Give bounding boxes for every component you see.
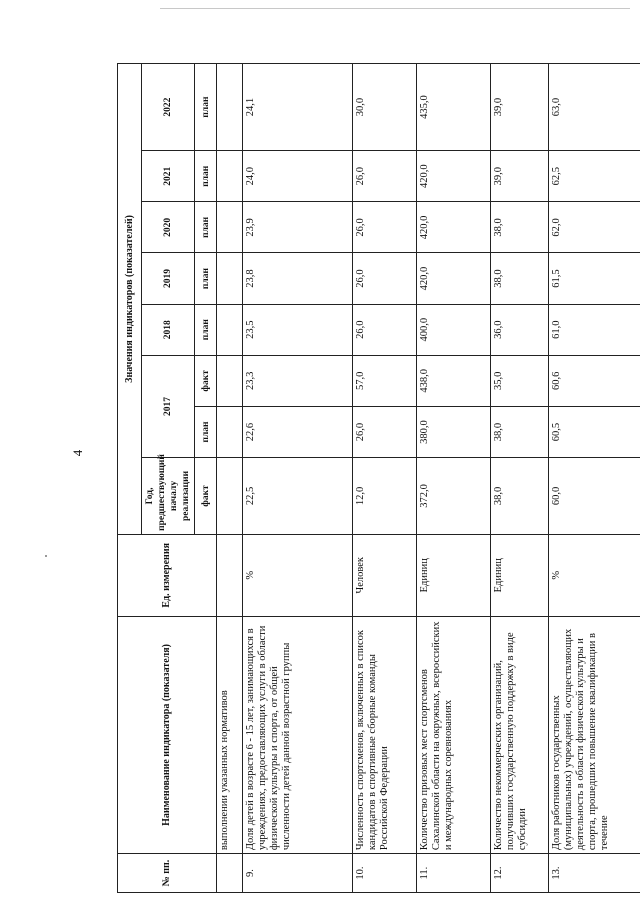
header-plan-2017: план (195, 406, 217, 457)
indicator-table (117, 63, 640, 893)
table-row: 12. Количество некоммерческих организаций, получивших государственную поддержку в виде субсидии Единиц 38,0 38,0 35,0 36,0 38,0 38,0 39,0 39,0 (491, 64, 549, 893)
continuation-text: выполнении указанных нормативов (217, 616, 243, 853)
indicator-name: Численность спортсменов, включенных в список кандидатов в спортивные сборные команды Российской Федерации (352, 616, 416, 853)
table-row: 10. Численность спортсменов, включенных в список кандидатов в спортивные сборные команды Российской Федерации Человек 12,0 26,0 57,0 26,0 26,0 26,0 26,0 30,0 (352, 64, 416, 893)
header-name: Наименование индикатора (показателя) (118, 616, 217, 853)
scan-edge-line (160, 8, 630, 9)
header-plan-2018: план (195, 304, 217, 355)
indicator-name: Количество некоммерческих организаций, получивших государственную поддержку в виде субсидии (491, 616, 549, 853)
header-fact: факт (195, 458, 217, 535)
header-plan-2019: план (195, 253, 217, 304)
header-plan-2022: план (195, 64, 217, 151)
header-2021: 2021 (142, 151, 195, 202)
header-plan-2021: план (195, 151, 217, 202)
indicator-name: Доля детей в возрасте 6 - 15 лет, занимающихся в учреждениях, предоставляющих услуги в области физической культуры и спорта, от общей численности детей данной возрастной группы (242, 616, 352, 853)
table-row: 11. Количество призовых мест спортсменов Сахалинской области на окружных, всероссийских и международных соревнованиях Единиц 372,0 380,0 438,0 400,0 420,0 420,0 420,0 435,0 (416, 64, 490, 893)
header-2017: 2017 (142, 355, 195, 457)
scan-speck (45, 555, 47, 557)
header-values-group: Значения индикаторов (показателей) (118, 64, 142, 535)
indicator-table-rotated (117, 63, 640, 893)
header-2018: 2018 (142, 304, 195, 355)
header-2020: 2020 (142, 202, 195, 253)
header-2022: 2022 (142, 64, 195, 151)
table-row: 9. Доля детей в возрасте 6 - 15 лет, занимающихся в учреждениях, предоставляющих услуги в области физической культуры и спорта, от общей численности детей данной возрастной группы % 22,5 22,6 23,3 23,5 23,8 23,9 24,0 24,1 (242, 64, 352, 893)
header-num: № пп. (118, 854, 217, 893)
header-unit: Ед. измерения (118, 534, 217, 616)
indicator-name: Доля работников государственных (муниципальных) учреждений, осуществляющих деятельность в области физической культуры и спорта, прошедших повышение квалификации в течение (549, 616, 640, 853)
header-plan-2020: план (195, 202, 217, 253)
header-prev-year: Год, предшествующий началу реализации (142, 458, 195, 535)
header-2019: 2019 (142, 253, 195, 304)
table-row: 13. Доля работников государственных (муниципальных) учреждений, осуществляющих деятельность в области физической культуры и спорта, прошедших повышение квалификации в течение % 60,0 60,5 60,6 61,0 61,5 62,0 62,5 63,0 (549, 64, 640, 893)
header-fact-2017: факт (195, 355, 217, 406)
indicator-name: Количество призовых мест спортсменов Сахалинской области на окружных, всероссийских и международных соревнованиях (416, 616, 490, 853)
continuation-row (217, 64, 243, 893)
page-number: 4 (70, 449, 85, 457)
